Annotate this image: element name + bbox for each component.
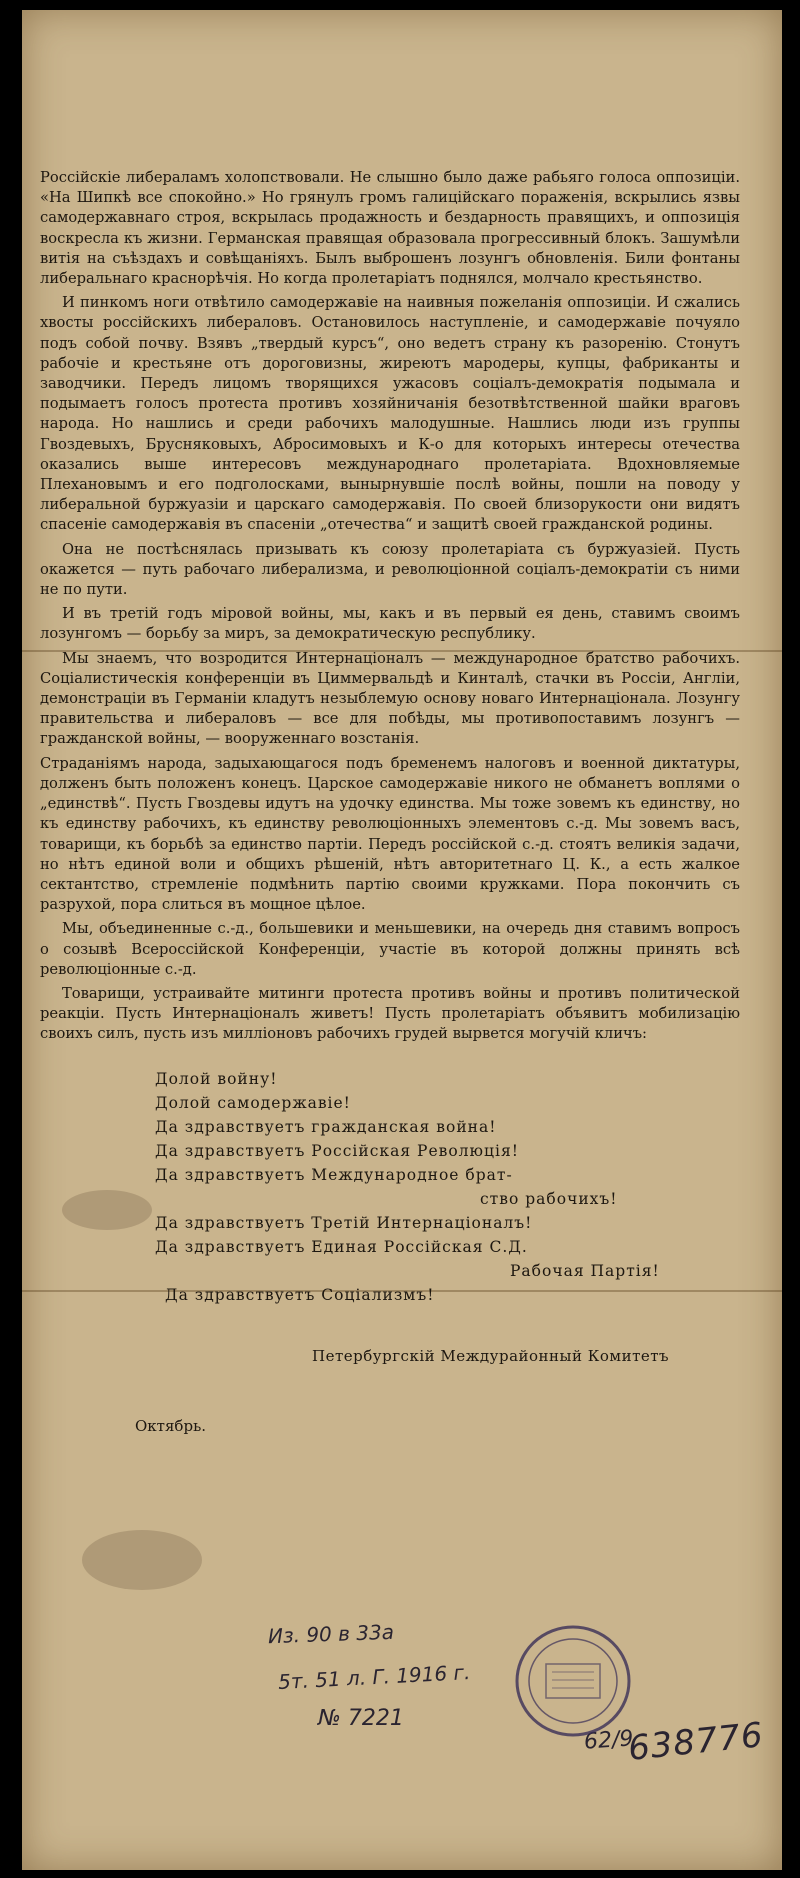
paragraph: Мы знаемъ, что возродится Интернаціоналъ — международное братство рабочихъ. Соціалистическія конференціи въ Циммервальдѣ и Кинталѣ, стачки въ Россіи, Англіи, демонстраціи въ Германіи кладутъ незыблемую основу новаго Интернаціонала. Лозунгу правительства и либераловъ — все для побѣды, мы противопоставимъ лозунгъ — гражданской войны, — вооруженнаго возстанія. [40,649,740,748]
paragraph: И пинкомъ ноги отвѣтило самодержавіе на наивныя пожеланія оппозиціи. И сжались хвосты россійскихъ либераловъ. Остановилось наступленіе, и самодержавіе почуяло подъ собой почву. Взявъ „твердый курсъ“, оно ведетъ страну къ разоренію. Стонутъ рабочіе и крестьяне отъ дороговизны, жиреютъ мародеры, купцы, фабриканты и заводчики. Передъ лицомъ творящихся ужасовъ соціалъ-демократія подымала и подымаетъ голосъ протеста противъ хозяйничанія безотвѣтственной шайки враговъ народа. Но нашлись и среди рабочихъ малодушные. Нашлись люди изъ группы Гвоздевыхъ, Брусняковыхъ, Абросимовыхъ и К-о для которыхъ интересы отечества оказались выше интересовъ международнаго пролетаріата. Вдохновляемые Плехановымъ и его подголосками, вынырнувшіе послѣ войны, пошли на поводу у либеральной буржуазіи и царскаго самодержавія. По своей близорукости они видятъ спасеніе самодержавія въ спасеніи „отечества“ и защитѣ своей гражданской родины. [40,294,740,534]
slogan: Долой самодержавіе! [155,1093,351,1112]
stain [82,1530,202,1590]
slogan: Да здравствуетъ Третій Интернаціоналъ! [155,1213,533,1232]
paragraph: И въ третій годъ міровой войны, мы, какъ и въ первый ея день, ставимъ своимъ лозунгомъ — борьбу за миръ, за демократическую республику. [40,605,740,643]
slogan: Да здравствуетъ Единая Россійская С.Д. [155,1237,528,1256]
archive-stamp-icon [512,1620,634,1742]
slogan: Да здравствуетъ Соціализмъ! [165,1285,435,1304]
slogan: Да здравствуетъ Россійская Революція! [155,1141,519,1160]
paragraph: Мы, объединенные с.-д., большевики и меньшевики, на очередь дня ставимъ вопросъ о созывѣ Всероссійской Конференціи, участіе въ которой должны принять всѣ революціонные с.-д. [40,920,740,978]
slogan-continued: Рабочая Партія! [510,1261,660,1280]
paragraph: Страданіямъ народа, задыхающагося подъ бременемъ налоговъ и военной диктатуры, долженъ быть положенъ конецъ. Царское самодержавіе никого не обманетъ воплями о „единствѣ“. Пусть Гвоздевы идутъ на удочку единства. Мы тоже зовемъ къ единству, но къ единству рабочихъ, къ единству революціонныхъ элементовъ с.-д. Мы зовемъ васъ, товарищи, къ борьбѣ за единство партіи. Передъ россійской с.-д. стоятъ великія задачи, но нѣтъ единой воли и общихъ рѣшеній, нѣтъ авторитетнаго Ц. К., а есть жалкое сектантство, стремленіе подмѣнить партію своими кружками. Пора покончить съ разрухой, пора слиться въ мощное цѣлое. [40,754,740,914]
slogan: Да здравствуетъ гражданская война! [155,1117,497,1136]
archive-number: № 7221 [318,1706,404,1731]
signature: Петербургскій Междурайонный Комитетъ [312,1346,670,1365]
slogan: Да здравствуетъ Международное брат- [155,1165,513,1184]
slogan: Долой войну! [155,1069,278,1088]
slogan-continued: ство рабочихъ! [480,1189,618,1208]
date: Октябрь. [135,1416,207,1435]
archive-file-mark: 5т. 51 л. Г. 1916 г. [277,1659,471,1695]
paragraph: Товарищи, устраивайте митинги протеста противъ войны и противъ политической реакціи. Пусть Интернаціоналъ живетъ! Пусть пролетаріатъ объявитъ мобилизацію своихъ силъ, пусть изъ милліоновъ рабочихъ грудей вырвется могучій кличъ: [40,984,740,1043]
paragraph: Она не постѣснялась призывать къ союзу пролетаріата съ буржуазіей. Пусть окажется — путь рабочаго либерализма, и революціонной соціалъ-демократіи съ ними не по пути. [40,540,740,599]
archive-accession-number: 638776 [626,1715,766,1769]
archive-inventory-mark: Из. 90 в 33а [267,1619,395,1649]
leaflet-body [40,168,740,1435]
paragraph: Россійскіе либераламъ холопствовали. Не слышно было даже рабьяго голоса оппозиціи. «На Шипкѣ все спокойно.» Но грянулъ громъ галиційскаго пораженія, вскрылись язвы самодержавнаго строя, вскрылась продажность и бездарность правящихъ, и оппозиція воскресла къ жизни. Германская правящая образовала прогрессивный блокъ. Зашумѣли витія на съѣздахъ и совѣщаніяхъ. Былъ выброшенъ лозунгъ обновленія. Били фонтаны либеральнаго краснорѣчія. Но когда пролетаріатъ поднялся, молчало крестьянство. [40,169,740,288]
slogans [40,1067,740,1307]
archive-shelf-mark: 62/9 [583,1726,635,1755]
